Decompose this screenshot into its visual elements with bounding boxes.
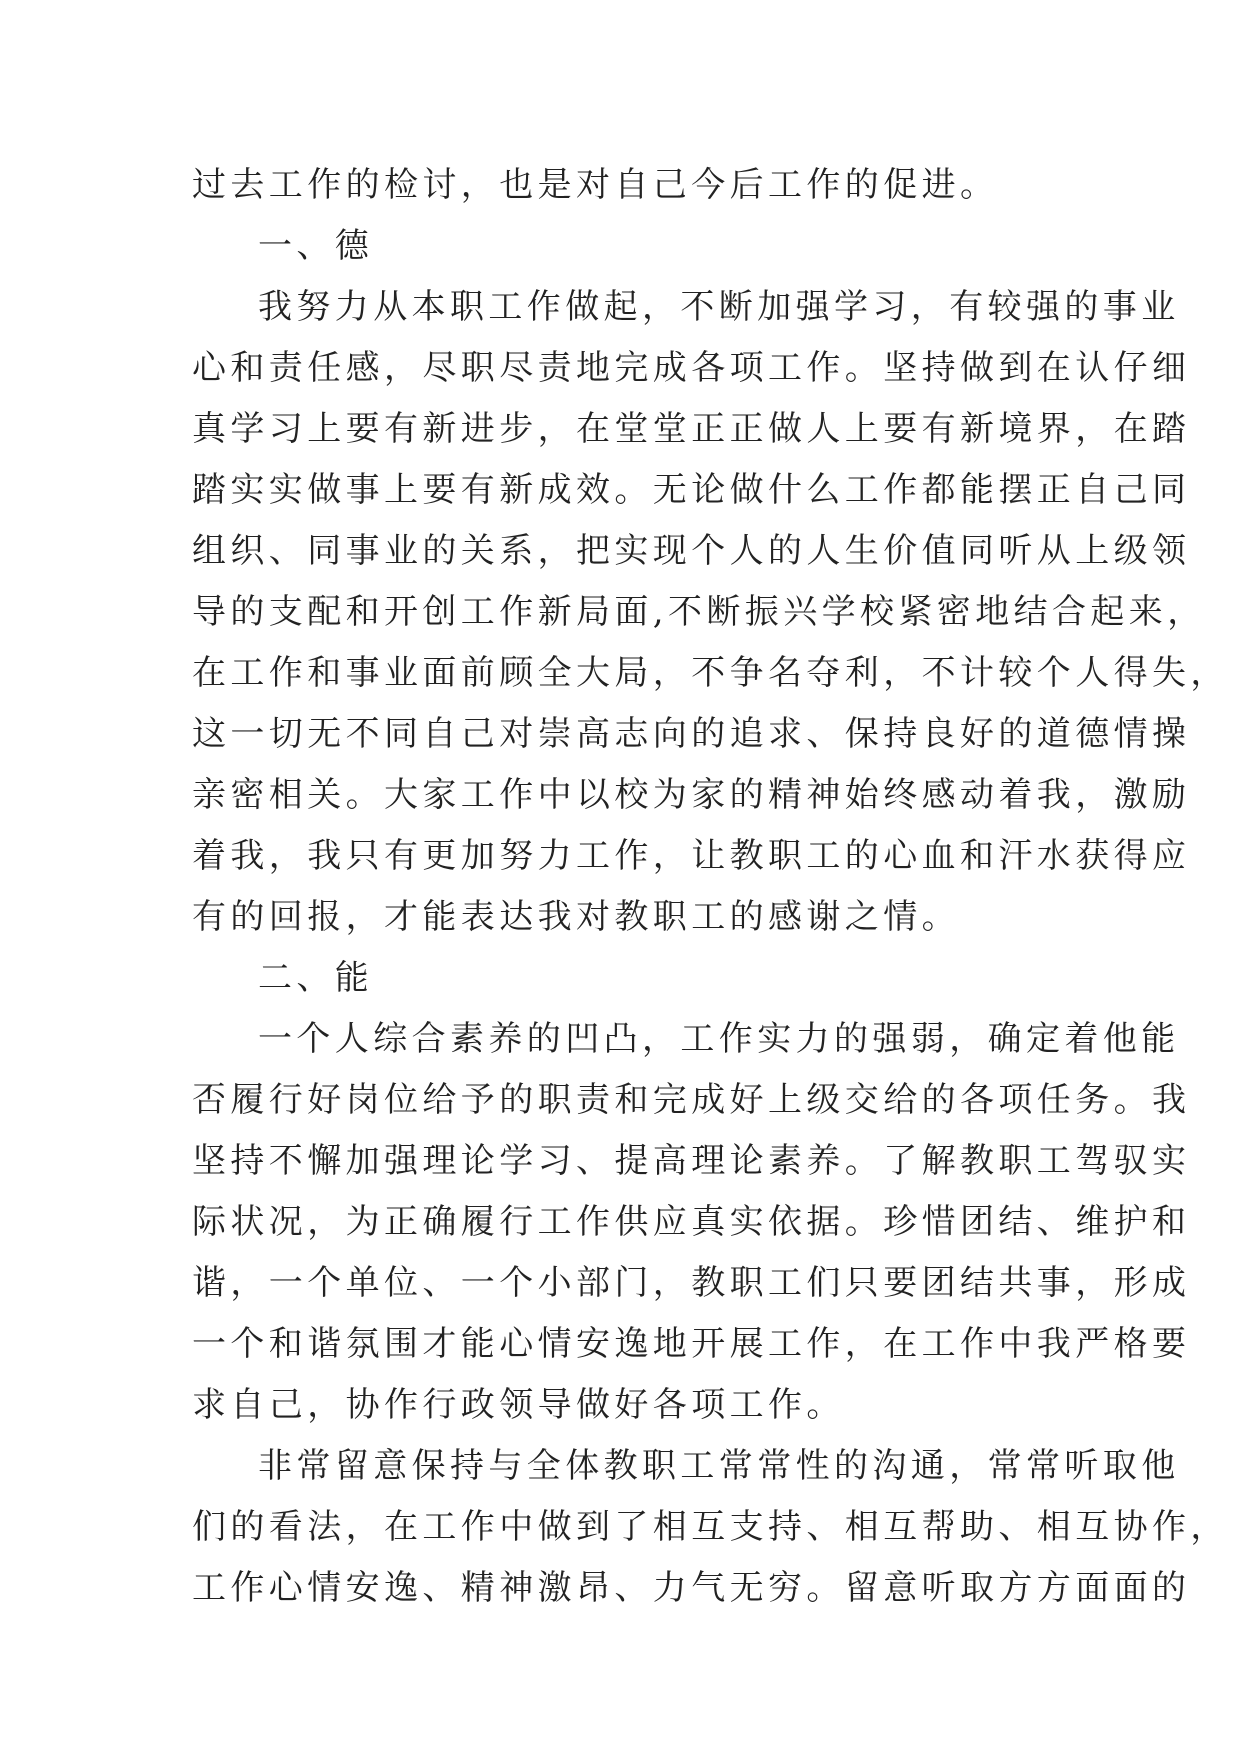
paragraph-first-line: 非常留意保持与全体教职工常常性的沟通，常常听取他 bbox=[258, 1446, 1180, 1486]
text-line: 导的支配和开创工作新局面,不断振兴学校紧密地结合起来， bbox=[192, 592, 1206, 632]
text-line: 谐，一个单位、一个小部门，教职工们只要团结共事，形成 bbox=[192, 1263, 1191, 1303]
section-heading-neng: 二、能 bbox=[258, 958, 374, 998]
text-line: 着我，我只有更加努力工作，让教职工的心血和汗水获得应 bbox=[192, 836, 1191, 876]
text-line: 们的看法，在工作中做到了相互支持、相互帮助、相互协作， bbox=[192, 1507, 1229, 1547]
text-line: 一个和谐氛围才能心情安逸地开展工作，在工作中我严格要 bbox=[192, 1324, 1191, 1364]
text-line: 际状况，为正确履行工作供应真实依据。珍惜团结、维护和 bbox=[192, 1202, 1191, 1242]
text-line: 这一切无不同自己对崇高志向的追求、保持良好的道德情操 bbox=[192, 714, 1191, 754]
text-line: 工作心情安逸、精神激昂、力气无穷。留意听取方方面面的 bbox=[192, 1568, 1191, 1608]
section-heading-de: 一、德 bbox=[258, 226, 374, 266]
text-line: 过去工作的检讨，也是对自己今后工作的促进。 bbox=[192, 165, 999, 205]
text-line: 坚持不懈加强理论学习、提高理论素养。了解教职工驾驭实 bbox=[192, 1141, 1191, 1181]
text-line: 亲密相关。大家工作中以校为家的精神始终感动着我，激励 bbox=[192, 775, 1191, 815]
text-line: 求自己，协作行政领导做好各项工作。 bbox=[192, 1385, 845, 1425]
text-line: 组织、同事业的关系，把实现个人的人生价值同听从上级领 bbox=[192, 531, 1191, 571]
text-line: 心和责任感，尽职尽责地完成各项工作。坚持做到在认仔细 bbox=[192, 348, 1191, 388]
paragraph-first-line: 一个人综合素养的凹凸，工作实力的强弱，确定着他能 bbox=[258, 1019, 1180, 1059]
paragraph-first-line: 我努力从本职工作做起，不断加强学习，有较强的事业 bbox=[258, 287, 1180, 327]
text-line: 在工作和事业面前顾全大局，不争名夺利，不计较个人得失， bbox=[192, 653, 1229, 693]
text-line: 真学习上要有新进步，在堂堂正正做人上要有新境界，在踏 bbox=[192, 409, 1191, 449]
document-body bbox=[192, 155, 1229, 1619]
text-line: 有的回报，才能表达我对教职工的感谢之情。 bbox=[192, 897, 960, 937]
text-line: 踏实实做事上要有新成效。无论做什么工作都能摆正自己同 bbox=[192, 470, 1191, 510]
text-line: 否履行好岗位给予的职责和完成好上级交给的各项任务。我 bbox=[192, 1080, 1191, 1120]
